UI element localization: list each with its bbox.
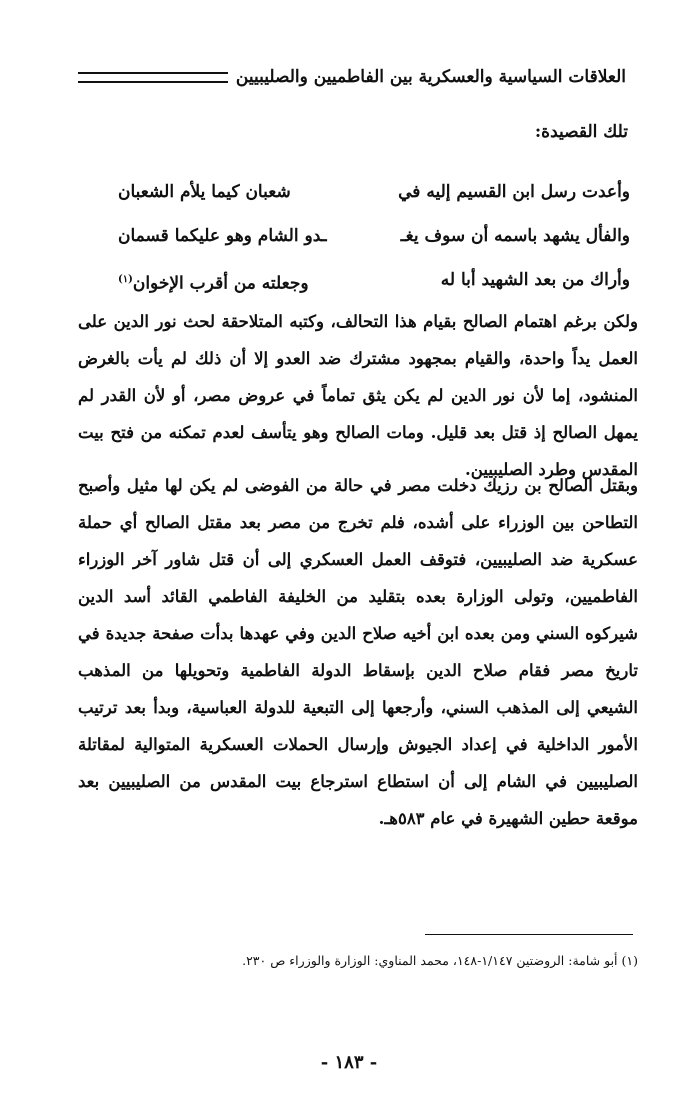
footnote-separator xyxy=(425,934,633,935)
verse-second-hemistich xyxy=(118,170,366,214)
verse-first-hemistich: والفأل يشهد باسمه أن سوف يغـ xyxy=(400,226,630,246)
section-intro: تلك القصيدة: xyxy=(534,122,628,142)
footnote: (١) أبو شامة: الروضتين ١/١٤٧-١٤٨، محمد المناوي: الوزارة والوزراء ص ٢٣٠. xyxy=(242,953,638,968)
verse-second-hemistich xyxy=(118,214,366,258)
poem-verse xyxy=(118,258,630,302)
running-title: العلاقات السياسية والعسكرية بين الفاطميين والصليبيين xyxy=(235,67,626,87)
paragraph-2: وبقتل الصالح بن رزيك دخلت مصر في حالة من الفوضى لم يكن لها مثيل وأصبح التطاحن بين الوزراء على أشده، فلم تخرج من مصر بعد مقتل الصالح أي حملة عسكرية ضد الصليبيين، فتوقف العمل العسكري إلى أن قتل شاور آخر الوزراء الفاطميين، وتولى الوزارة بعده بتقليد من الخليفة الفاطمي القائد أسد الدين شيركوه السني ومن بعده ابن أخيه صلاح الدين وفي عهدها بدأت صفحة جديدة في تاريخ مصر فقام صلاح الدين بإسقاط الدولة الفاطمية وتحويلها من المذهب الشيعي إلى المذهب السني، وأرجعها إلى التبعية للدولة العباسية، وبدأ بعد ترتيب الأمور الداخلية في إعداد الجيوش وإرسال الحملات العسكرية المتوالية لمقاتلة الصليبيين في الشام إلى أن استطاع استرجاع بيت المقدس من الصليبيين بعد موقعة حطين الشهيرة في عام ٥٨٣هـ. xyxy=(78,476,638,828)
running-header xyxy=(78,62,626,92)
paragraph-1: ولكن برغم اهتمام الصالح بقيام هذا التحالف، وكتبه المتلاحقة لحث نور الدين على العمل يداً واحدة، والقيام بمجهود مشترك ضد العدو إلا أن ذلك لم يأت بالغرض المنشود، إما لأن نور الدين لم يكن يثق تماماً في عروض مصر، أو لأن القدر لم يمهل الصالح إذ قتل بعد قليل. ومات الصالح وهو يتأسف لعدم تمكنه من فتح بيت المقدس وطرد الصليبيين. xyxy=(78,312,638,479)
verse-first-hemistich: وأراك من بعد الشهيد أبا له xyxy=(440,270,630,290)
page-number: - ١٨٣ - xyxy=(320,1052,378,1073)
hemistich-text: شعبان كيما يلأم الشعبان xyxy=(118,182,291,202)
poem-verse xyxy=(118,214,630,258)
verse-second-hemistich xyxy=(118,258,366,302)
poem-verse xyxy=(118,170,630,214)
hemistich-text: وجعلته من أقرب الإخوان xyxy=(132,273,309,294)
verse-first-hemistich: وأعدت رسل ابن القسيم إليه في xyxy=(398,182,630,202)
header-double-rule xyxy=(78,72,228,83)
poem-block xyxy=(118,170,630,302)
hemistich-text: ـدو الشام وهو عليكما قسمان xyxy=(118,226,327,246)
footnote-marker: (١) xyxy=(118,274,133,285)
